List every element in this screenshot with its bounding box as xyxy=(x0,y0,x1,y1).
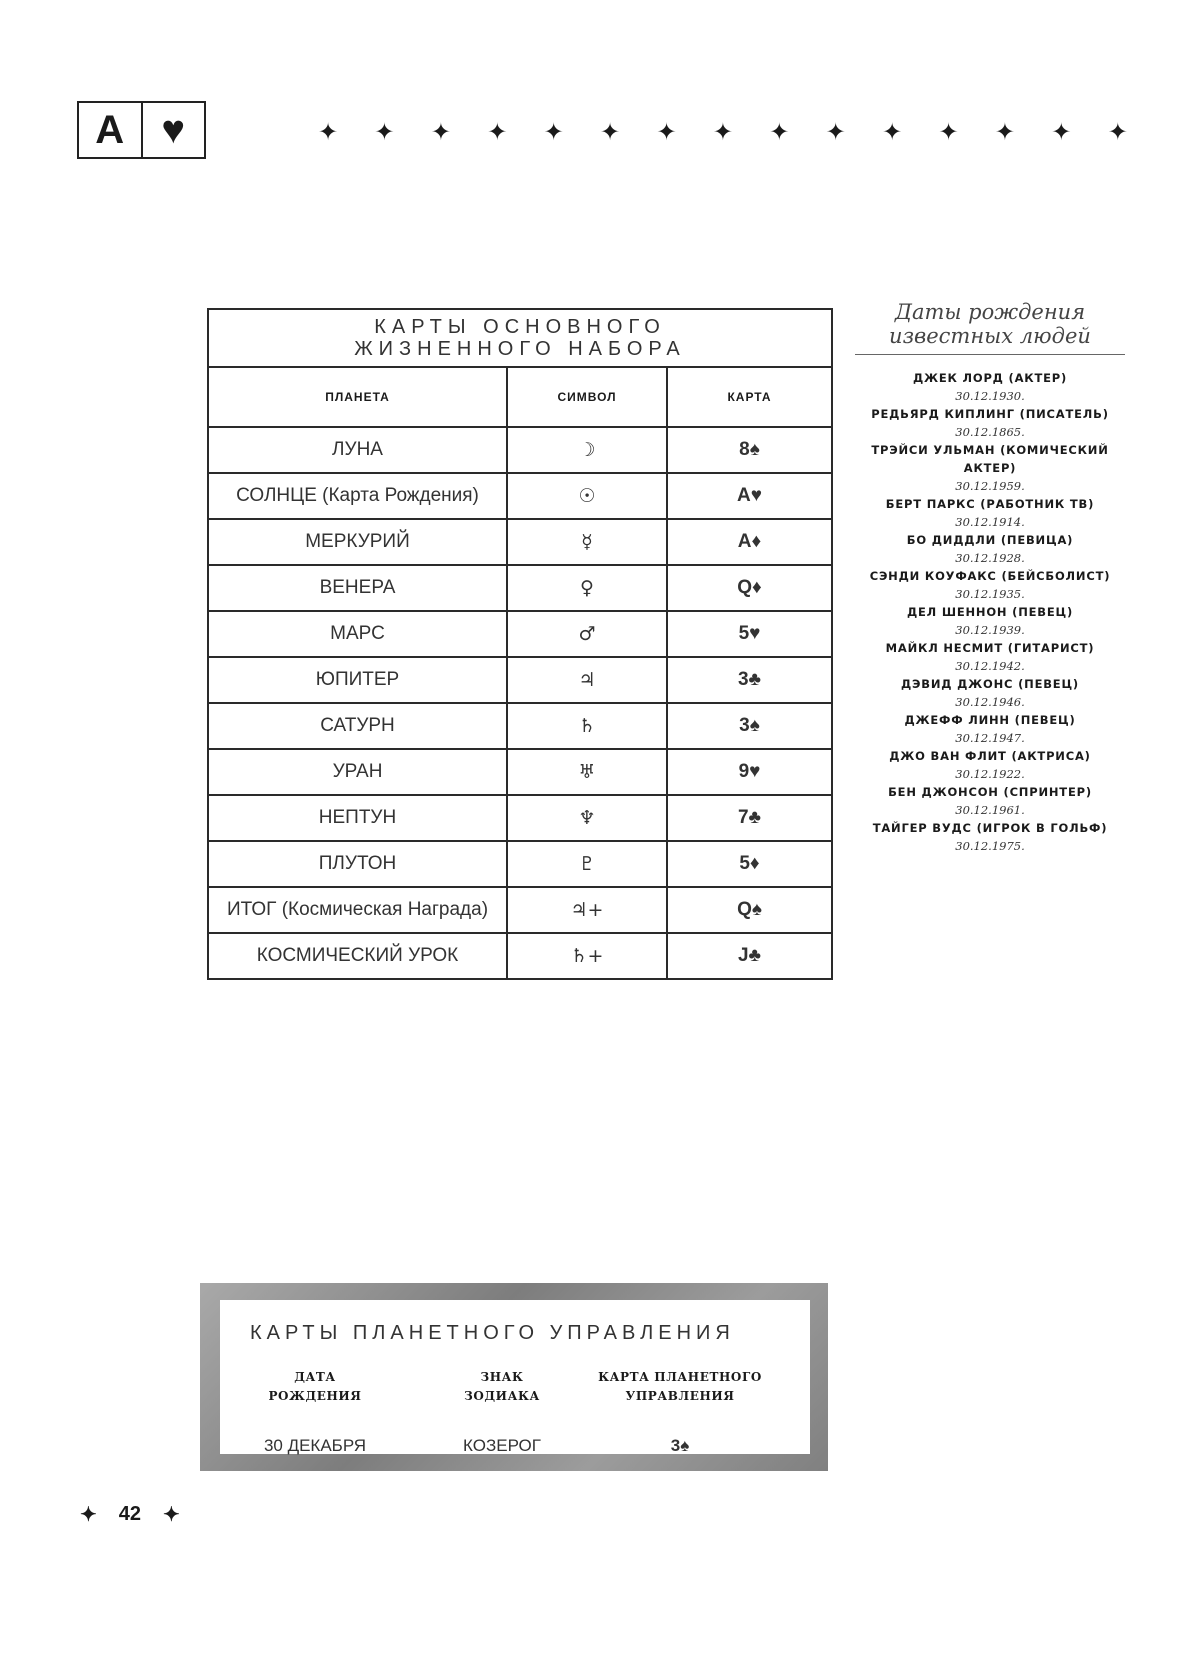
card-cell: 7♣ xyxy=(667,795,832,841)
person-name: ТАЙГЕР ВУДС (ИГРОК В ГОЛЬФ) xyxy=(855,819,1125,837)
symbol-cell: ♃ xyxy=(507,657,667,703)
table-title-line-2: ЖИЗНЕННОГО НАБОРА xyxy=(209,338,831,360)
person-birth-date: 30.12.1959. xyxy=(855,477,1125,495)
table-body xyxy=(208,427,832,979)
ruler-card-head xyxy=(580,1368,780,1406)
header-symbol: СИМВОЛ xyxy=(507,367,667,427)
person-name: ДЭВИД ДЖОНС (ПЕВЕЦ) xyxy=(855,675,1125,693)
planet-cell: САТУРН xyxy=(208,703,507,749)
person-birth-date: 30.12.1865. xyxy=(855,423,1125,441)
symbol-cell: ♂ xyxy=(507,611,667,657)
list-item xyxy=(855,567,1125,603)
planet-cell: МАРС xyxy=(208,611,507,657)
zodiac-head-line-2: ЗОДИАКА xyxy=(452,1387,552,1406)
person-birth-date: 30.12.1930. xyxy=(855,387,1125,405)
planet-cell: ЛУНА xyxy=(208,427,507,473)
planet-cell: СОЛНЦЕ (Карта Рождения) xyxy=(208,473,507,519)
diamond-icon: ✦ xyxy=(882,120,902,144)
life-spread-table xyxy=(207,308,833,980)
planet-cell: УРАН xyxy=(208,749,507,795)
person-birth-date: 30.12.1939. xyxy=(855,621,1125,639)
symbol-cell: ♅ xyxy=(507,749,667,795)
person-name: РЕДЬЯРД КИПЛИНГ (ПИСАТЕЛЬ) xyxy=(855,405,1125,423)
birth-date-head-line-2: РОЖДЕНИЯ xyxy=(260,1387,370,1406)
birth-date-value: 30 ДЕКАБРЯ xyxy=(260,1436,370,1456)
symbol-cell: ♀ xyxy=(507,565,667,611)
table-row xyxy=(208,749,832,795)
table-row xyxy=(208,611,832,657)
person-name: ДЖЕК ЛОРД (АКТЕР) xyxy=(855,369,1125,387)
person-name: ТРЭЙСИ УЛЬМАН (КОМИЧЕСКИЙ АКТЕР) xyxy=(855,441,1125,477)
list-item xyxy=(855,639,1125,675)
zodiac-column xyxy=(452,1368,552,1456)
birth-date-column xyxy=(260,1368,370,1456)
planet-cell: ИТОГ (Космическая Награда) xyxy=(208,887,507,933)
diamond-icon: ✦ xyxy=(544,120,564,144)
diamond-icon: ✦ xyxy=(80,1502,97,1527)
list-item xyxy=(855,495,1125,531)
table-title-line-1: КАРТЫ ОСНОВНОГО xyxy=(209,316,831,338)
table-row xyxy=(208,795,832,841)
diamond-icon: ✦ xyxy=(1108,120,1128,144)
table-title xyxy=(208,309,832,367)
diamond-icon: ✦ xyxy=(374,120,394,144)
table-row xyxy=(208,841,832,887)
list-item xyxy=(855,711,1125,747)
person-name: СЭНДИ КОУФАКС (БЕЙСБОЛИСТ) xyxy=(855,567,1125,585)
diamond-icon: ✦ xyxy=(656,120,676,144)
zodiac-value: КОЗЕРОГ xyxy=(452,1436,552,1456)
card-cell: 5♥ xyxy=(667,611,832,657)
card-cell: 8♠ xyxy=(667,427,832,473)
person-name: БЕН ДЖОНСОН (СПРИНТЕР) xyxy=(855,783,1125,801)
table-row xyxy=(208,933,832,979)
diamond-icon: ✦ xyxy=(826,120,846,144)
birth-date-head xyxy=(260,1368,370,1406)
table-row xyxy=(208,887,832,933)
planetary-ruler-inner xyxy=(220,1300,810,1454)
card-cell: 9♥ xyxy=(667,749,832,795)
person-name: БО ДИДДЛИ (ПЕВИЦА) xyxy=(855,531,1125,549)
table-row xyxy=(208,657,832,703)
list-item xyxy=(855,405,1125,441)
person-birth-date: 30.12.1946. xyxy=(855,693,1125,711)
ruler-card-head-line-2: УПРАВЛЕНИЯ xyxy=(580,1387,780,1406)
planet-cell: ПЛУТОН xyxy=(208,841,507,887)
card-cell: 3♣ xyxy=(667,657,832,703)
header-card: КАРТА xyxy=(667,367,832,427)
table-row xyxy=(208,703,832,749)
person-name: БЕРТ ПАРКС (РАБОТНИК ТВ) xyxy=(855,495,1125,513)
list-item xyxy=(855,603,1125,639)
ruler-card-value: 3♠ xyxy=(580,1436,780,1456)
famous-heading-line-1: Даты рождения xyxy=(855,300,1125,324)
symbol-cell: ☿ xyxy=(507,519,667,565)
ruler-card-column xyxy=(580,1368,780,1456)
person-name: МАЙКЛ НЕСМИТ (ГИТАРИСТ) xyxy=(855,639,1125,657)
famous-heading-line-2: известных людей xyxy=(855,324,1125,348)
symbol-cell: ☽ xyxy=(507,427,667,473)
ruler-box-title: КАРТЫ ПЛАНЕТНОГО УПРАВЛЕНИЯ xyxy=(250,1322,735,1345)
person-birth-date: 30.12.1935. xyxy=(855,585,1125,603)
person-name: ДЖЕФФ ЛИНН (ПЕВЕЦ) xyxy=(855,711,1125,729)
zodiac-head-line-1: ЗНАК xyxy=(452,1368,552,1387)
person-birth-date: 30.12.1975. xyxy=(855,837,1125,855)
person-birth-date: 30.12.1961. xyxy=(855,801,1125,819)
diamond-icon: ✦ xyxy=(995,120,1015,144)
card-rank: A xyxy=(79,103,141,157)
card-cell: A♦ xyxy=(667,519,832,565)
table-row xyxy=(208,473,832,519)
diamond-icon: ✦ xyxy=(769,120,789,144)
symbol-cell: ♄+ xyxy=(507,933,667,979)
card-badge xyxy=(77,101,206,159)
page-number: 42 xyxy=(119,1503,141,1526)
symbol-cell: ♆ xyxy=(507,795,667,841)
list-item xyxy=(855,369,1125,405)
card-cell: J♣ xyxy=(667,933,832,979)
planet-cell: ВЕНЕРА xyxy=(208,565,507,611)
person-birth-date: 30.12.1942. xyxy=(855,657,1125,675)
list-item xyxy=(855,747,1125,783)
list-item xyxy=(855,783,1125,819)
person-birth-date: 30.12.1928. xyxy=(855,549,1125,567)
people-list xyxy=(855,369,1125,855)
heart-icon: ♥ xyxy=(141,103,205,157)
diamond-icon: ✦ xyxy=(1051,120,1071,144)
card-cell: Q♦ xyxy=(667,565,832,611)
diamond-icon: ✦ xyxy=(318,120,338,144)
symbol-cell: ☉ xyxy=(507,473,667,519)
ruler-card-head-line-1: КАРТА ПЛАНЕТНОГО xyxy=(580,1368,780,1387)
symbol-cell: ♃+ xyxy=(507,887,667,933)
list-item xyxy=(855,531,1125,567)
symbol-cell: ♄ xyxy=(507,703,667,749)
planet-cell: НЕПТУН xyxy=(208,795,507,841)
diamond-icon: ✦ xyxy=(163,1502,180,1527)
person-name: ДЖО ВАН ФЛИТ (АКТРИСА) xyxy=(855,747,1125,765)
zodiac-head xyxy=(452,1368,552,1406)
planet-cell: КОСМИЧЕСКИЙ УРОК xyxy=(208,933,507,979)
planet-cell: ЮПИТЕР xyxy=(208,657,507,703)
list-item xyxy=(855,441,1125,495)
person-name: ДЕЛ ШЕННОН (ПЕВЕЦ) xyxy=(855,603,1125,621)
diamond-icon: ✦ xyxy=(431,120,451,144)
planetary-ruler-box xyxy=(200,1283,828,1471)
diamond-icon: ✦ xyxy=(600,120,620,144)
card-cell: 5♦ xyxy=(667,841,832,887)
list-item xyxy=(855,675,1125,711)
symbol-cell: ♇ xyxy=(507,841,667,887)
famous-heading xyxy=(855,300,1125,355)
list-item xyxy=(855,819,1125,855)
person-birth-date: 30.12.1922. xyxy=(855,765,1125,783)
diamond-icon: ✦ xyxy=(487,120,507,144)
birth-date-head-line-1: ДАТА xyxy=(260,1368,370,1387)
header-planet: ПЛАНЕТА xyxy=(208,367,507,427)
diamond-icon: ✦ xyxy=(713,120,733,144)
card-cell: Q♠ xyxy=(667,887,832,933)
person-birth-date: 30.12.1914. xyxy=(855,513,1125,531)
table-row xyxy=(208,519,832,565)
planet-cell: МЕРКУРИЙ xyxy=(208,519,507,565)
diamond-icon: ✦ xyxy=(938,120,958,144)
table-row xyxy=(208,427,832,473)
card-cell: A♥ xyxy=(667,473,832,519)
table-row xyxy=(208,565,832,611)
card-cell: 3♠ xyxy=(667,703,832,749)
person-birth-date: 30.12.1947. xyxy=(855,729,1125,747)
page-footer xyxy=(80,1502,180,1527)
famous-birthdays xyxy=(855,300,1125,855)
diamond-divider xyxy=(318,120,1128,144)
